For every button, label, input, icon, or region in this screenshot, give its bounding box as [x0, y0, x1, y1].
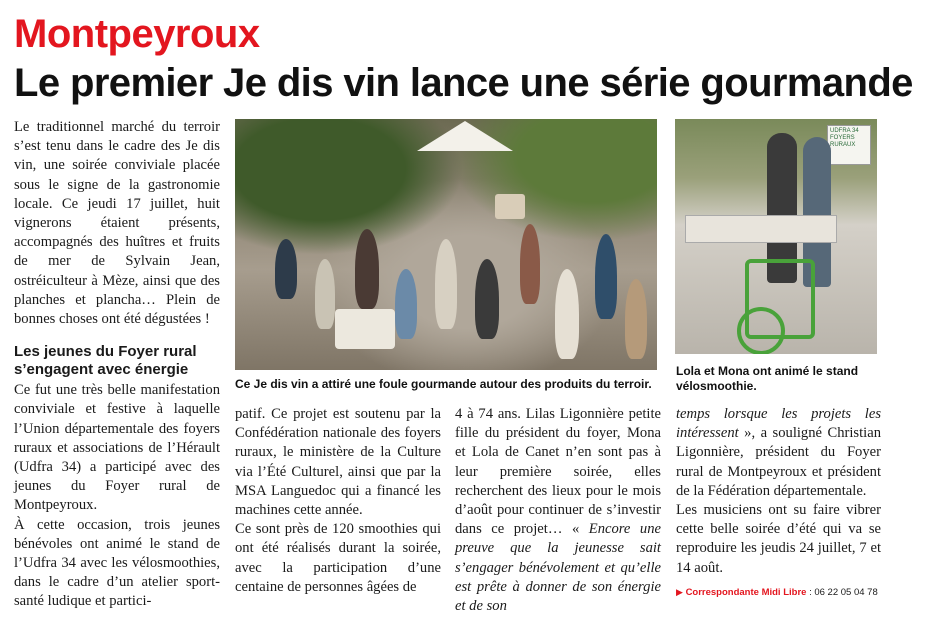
quote-text: temps lorsque les projets les intéressent	[676, 406, 881, 442]
udfra-banner: UDFRA 34 FOYERS RURAUX	[827, 125, 871, 165]
subheading: Les jeunes du Foyer rural s’engagent avec énergie	[14, 343, 197, 379]
column-2	[235, 405, 441, 597]
correspondent-credit	[676, 586, 881, 599]
triangle-icon: ▶	[676, 586, 683, 597]
body-paragraph	[455, 405, 661, 616]
tent-shape	[405, 121, 525, 151]
credit-label: Correspondante Midi Libre	[685, 586, 807, 598]
velosmoothie-photo	[675, 119, 877, 354]
body-paragraph: patif. Ce projet est soutenu par la Confédération nationale des foyers ruraux, le ministère de la Culture via l’Été Culturel, ainsi que par la MSA Languedoc qui a financé les machines cette année.	[235, 406, 441, 519]
body-paragraph: Ce sont près de 120 smoothies qui ont été réalisés durant la soirée, avec la participation d’une centaine de personnes âgées de	[235, 521, 441, 595]
body-text: », a souligné Christian Ligonnière, président du Foyer rural de Montpeyroux et président de la Fédération départementale.	[676, 425, 881, 499]
section-kicker: Montpeyroux	[14, 12, 260, 56]
article-headline: Le premier Je dis vin lance une série gourmande	[14, 61, 913, 105]
quote-text: Encore une preuve que la jeunesse sait s’engager bénévolement et qu’elle est prête à donner de son énergie et de son	[455, 521, 661, 615]
table-shape	[685, 215, 837, 243]
credit-phone: : 06 22 05 04 78	[806, 586, 878, 598]
body-paragraph	[676, 405, 881, 501]
body-paragraph: Ce fut une très belle manifestation conviviale et festive à laquelle l’Union départementale des foyers ruraux et associations de l’Hérault (Udfra 34) a participé avec des jeunes du Foyer rural de Montpeyroux.	[14, 382, 220, 514]
column-4	[676, 405, 881, 599]
body-text: 4 à 74 ans. Lilas Ligonnière petite fille du président du foyer, Mona et Lola de Canet n’en sont pas à leur première soirée, elles recherchent des lieux pour le mois d’août pour continuer de s’investir dans ce projet… «	[455, 406, 661, 538]
bicycle-wheel	[737, 307, 785, 354]
photo-caption: Lola et Mona ont animé le stand vélosmoothie.	[676, 364, 859, 393]
body-paragraph: Les musiciens ont su faire vibrer cette belle soirée d’été qui va se reproduire les jeudis 24 juillet, 7 et 14 août.	[676, 502, 881, 576]
intro-paragraph: Le traditionnel marché du terroir s’est tenu dans le cadre des Je dis vin, une soirée conviviale placée sous le signe de la gastronomie locale. Ce jeudi 17 juillet, huit vignerons étaient présents, accompagnés des huîtres et fruits de mer de Sylvain Jean, ostréiculteur à Mèze, ainsi que des planches et plancha… Plein de bonnes choses ont été dégustées !	[14, 119, 220, 328]
photo-caption: Ce Je dis vin a attiré une foule gourmande autour des produits du terroir.	[235, 377, 652, 391]
body-paragraph: À cette occasion, trois jeunes bénévoles ont animé le stand de l’Udfra 34 avec les vélosmoothies, dans le cadre d’un atelier sport-santé ludique et partici-	[14, 516, 220, 610]
column-3	[455, 405, 661, 616]
market-crowd-photo	[235, 119, 657, 370]
column-1	[14, 118, 220, 612]
